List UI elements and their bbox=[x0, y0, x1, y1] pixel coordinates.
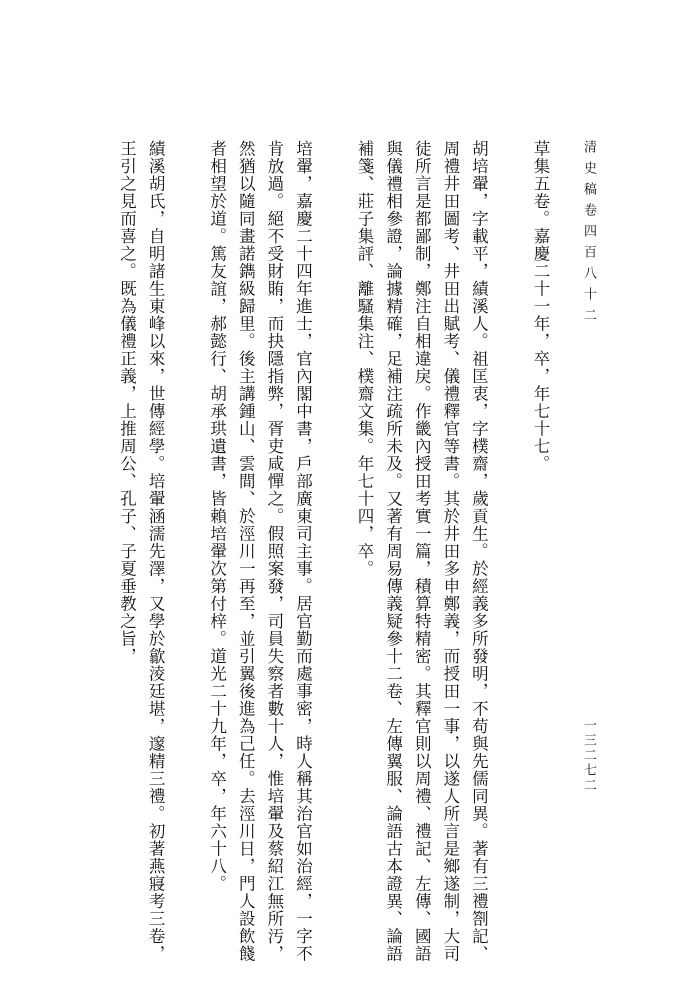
paragraph-4: 績溪胡氏，自明諸生東峰以來，世傳經學。培翬涵濡先澤，又學於歙淩廷堪，邃精三禮。初著燕寢考三卷，王引之見而喜之。既為儀禮正義，上推周公、孔子、子夏垂教之旨， bbox=[117, 140, 166, 963]
running-title: 清史稿卷四百八十二 bbox=[581, 140, 596, 329]
paragraph-1: 草集五卷。嘉慶二十一年，卒，年七十七。 bbox=[531, 140, 550, 473]
page-number: 一三二七二 bbox=[581, 718, 596, 793]
body-text bbox=[84, 140, 554, 972]
paragraph-2: 胡培翬，字載平，績溪人。祖匡衷，字樸齋，歲貢生。於經義多所發明，不苟與先儒同異。著有三禮劄記、周禮井田圖考、井田出賦考、儀禮釋官等書。其於井田多申鄭義，而授田一事，以遂人所言是鄉遂制，大司徒所言是都鄙制，鄭注自相違戾。作畿內授田考實一篇，積算特精密。其釋官則以周禮、禮記、左傳、國語與儀禮相參證，論據精確，足補注疏所未及。又著有周易傳義疑參十二卷、左傳翼服、論語古本證異、論語補箋、莊子集評、離騷集注、樸齋文集。年七十四，卒。 bbox=[355, 140, 489, 963]
paragraph-3: 培翬，嘉慶二十四年進士，官內閣中書，戶部廣東司主事。居官勤而處事密，時人稱其治官如治經，一字不肯放過。絕不受財賄，而抉隱指弊，胥吏咸憚之。假照案發，司員失察者數十人，惟培翬及蔡紹江無所汚，然猶以隨同畫諾鐫級歸里。後主講鍾山、雲間、於涇川一再至，並引翼後進為己任。去涇川日，門人設飲餞者相望於道。篤友誼，郝懿行、胡承珙遺書，皆賴培翬次第付梓。道光二十九年，卒，年六十八。 bbox=[207, 140, 313, 963]
